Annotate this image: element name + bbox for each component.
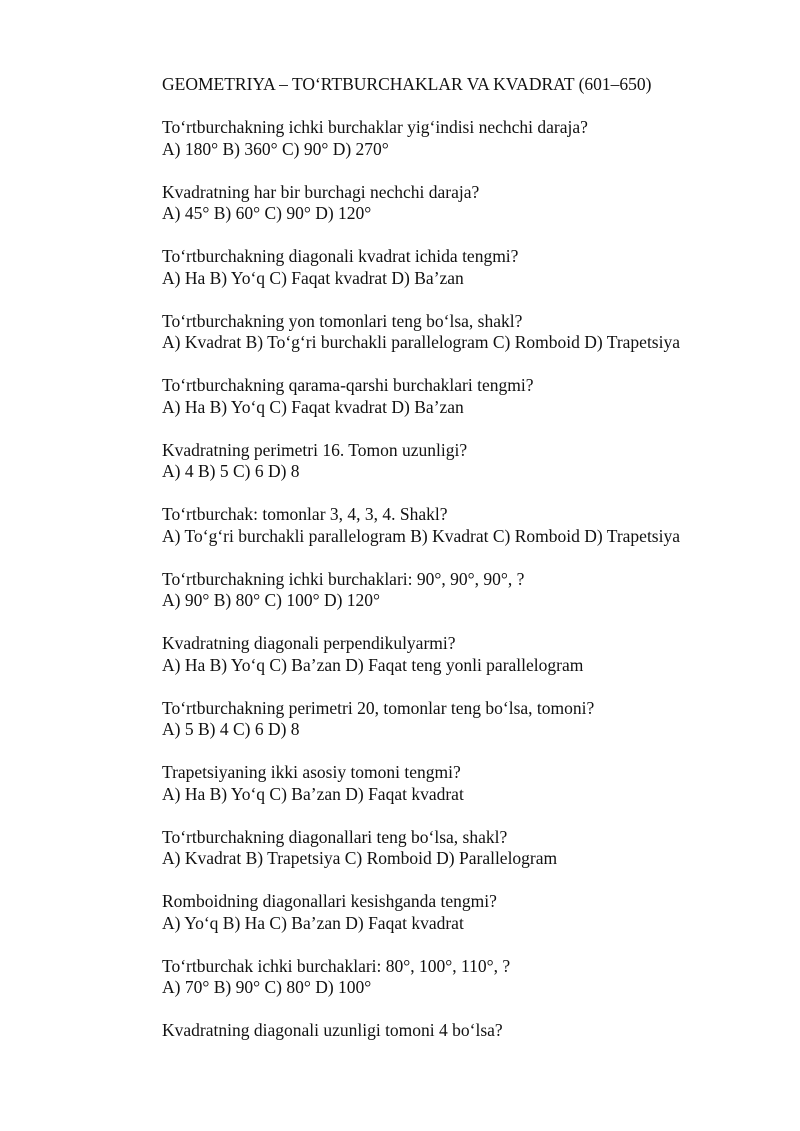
question-text: Toʻrtburchakning ichki burchaklari: 90°, 90°, 90°, ?: [162, 568, 525, 589]
question-options: A) 90° B) 80° C) 100° D) 120°: [162, 590, 381, 610]
question-item: [162, 504, 782, 547]
question-item: [162, 440, 782, 483]
question-options: A) Ha B) Yoʻq C) Faqat kvadrat D) Ba’zan: [162, 396, 464, 417]
question-item: [162, 182, 782, 225]
question-text: Kvadratning har bir burchagi nechchi daraja?: [162, 181, 480, 202]
question-options: A) Ha B) Yoʻq C) Ba’zan D) Faqat teng yonli parallelogram: [162, 654, 584, 675]
question-options: A) Ha B) Yoʻq C) Ba’zan D) Faqat kvadrat: [162, 783, 464, 804]
question-options: A) Ha B) Yoʻq C) Faqat kvadrat D) Ba’zan: [162, 267, 464, 288]
question-text: Trapetsiyaning ikki asosiy tomoni tengmi?: [162, 762, 461, 782]
question-text: Romboidning diagonallari kesishganda tengmi?: [162, 891, 497, 911]
question-options: A) 5 B) 4 C) 6 D) 8: [162, 719, 300, 739]
question-text: Toʻrtburchakning ichki burchaklar yigʻindisi nechchi daraja?: [162, 117, 588, 137]
question-item: [162, 633, 782, 676]
question-text: Toʻrtburchakning diagonali kvadrat ichida tengmi?: [162, 246, 519, 266]
question-item: [162, 311, 782, 354]
question-item: [162, 762, 782, 805]
question-options: A) Toʻgʻri burchakli parallelogram B) Kvadrat C) Romboid D) Trapetsiya: [162, 525, 680, 546]
question-item: [162, 246, 782, 289]
question-item: [162, 956, 782, 999]
question-item: [162, 698, 782, 741]
question-text: Kvadratning diagonali uzunligi tomoni 4 boʻlsa?: [162, 1020, 503, 1040]
question-text: Toʻrtburchak: tomonlar 3, 4, 3, 4. Shakl?: [162, 504, 448, 524]
question-options: A) 45° B) 60° C) 90° D) 120°: [162, 203, 372, 223]
question-item: [162, 827, 782, 870]
question-options: A) 4 B) 5 C) 6 D) 8: [162, 461, 300, 481]
question-item: [162, 117, 782, 160]
question-text: Kvadratning diagonali perpendikulyarmi?: [162, 633, 456, 653]
question-item: [162, 569, 782, 612]
question-item: [162, 891, 782, 934]
question-text: Toʻrtburchakning yon tomonlari teng boʻlsa, shakl?: [162, 310, 523, 331]
question-text: Toʻrtburchak ichki burchaklari: 80°, 100°, 110°, ?: [162, 955, 511, 976]
question-options: A) 70° B) 90° C) 80° D) 100°: [162, 977, 372, 997]
question-item: [162, 1020, 782, 1042]
question-options: A) Kvadrat B) Toʻgʻri burchakli parallelogram C) Romboid D) Trapetsiya: [162, 332, 680, 352]
question-text: Toʻrtburchakning diagonallari teng boʻlsa, shakl?: [162, 826, 508, 847]
question-text: Kvadratning perimetri 16. Tomon uzunligi?: [162, 439, 468, 460]
document-page: [162, 74, 782, 1063]
question-text: Toʻrtburchakning perimetri 20, tomonlar teng boʻlsa, tomoni?: [162, 697, 595, 718]
question-options: A) Yoʻq B) Ha C) Ba’zan D) Faqat kvadrat: [162, 912, 464, 933]
question-text: Toʻrtburchakning qarama-qarshi burchaklari tengmi?: [162, 375, 534, 395]
question-options: A) 180° B) 360° C) 90° D) 270°: [162, 138, 389, 159]
question-options: A) Kvadrat B) Trapetsiya C) Romboid D) Parallelogram: [162, 848, 558, 868]
question-item: [162, 375, 782, 418]
document-title: GEOMETRIYA – TOʻRTBURCHAKLAR VA KVADRAT (601–650): [162, 74, 652, 94]
